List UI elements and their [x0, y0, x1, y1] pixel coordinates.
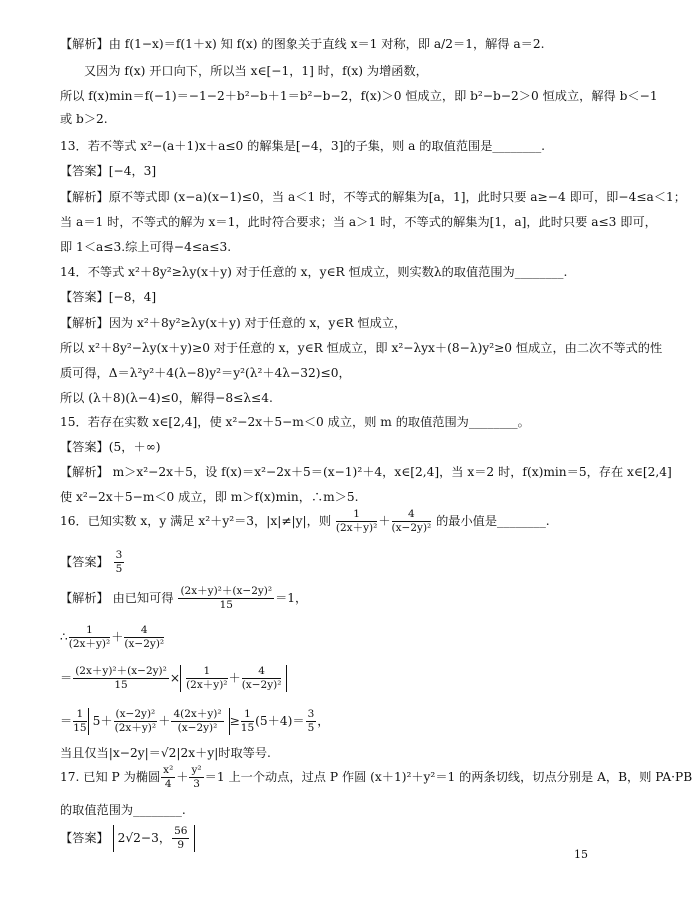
fraction: $\frac{4}{\text{(x−2y)²}}$ [391, 508, 432, 534]
fraction: $\frac{1}{15}$ [73, 708, 87, 734]
fraction: $\frac{1}{\text{(2x＋y)²}}$ [68, 624, 111, 650]
line-analysis-min: 所以 f(x)min＝f(−1)＝−1−2＋b²−b＋1＝b²−b−2，f(x)＞0 恒成立，即 b²−b−2＞0 恒成立，解得 b＜−1 [60, 89, 658, 103]
fraction: $\frac{\text{(2x＋y)²＋(x−2y)²}}{15}$ [180, 585, 273, 611]
analysis-13-line1: 【解析】原不等式即 (x−a)(x−1)≤0，当 a＜1 时，不等式的解集为[a，1]，此时只要 a≥−4 即可，即−4≤a＜1； [60, 190, 686, 204]
fraction: $\frac{4}{\text{(x−2y)²}}$ [124, 624, 165, 650]
answer-label: 【答案】 [60, 831, 109, 845]
question-16-text: 16．已知实数 x，y 满足 x²＋y²＝3，|x|≠|y|，则 [60, 514, 332, 528]
answer-17 [60, 825, 195, 852]
answer-16 [60, 549, 125, 576]
analysis-16-equality: 当且仅当|x−2y|＝√2|2x＋y|时取等号. [60, 746, 271, 760]
analysis-14-line1: 【解析】因为 x²＋8y²≥λy(x＋y) 对于任意的 x，y∈R 恒成立， [60, 316, 407, 330]
question-16-tail: 的最小值是________. [436, 514, 550, 528]
analysis-16-therefore: ∴ $\frac{1}{\text{(2x＋y)²}}$ ＋ $\frac{4}{\text{(x−2y)²}}$ [60, 624, 165, 650]
analysis-16-step2: ＝ $\frac{\text{(2x＋y)²＋(x−2y)²}}{15}$ × $\frac{1}{\text{(2x＋y)²}}$ ＋ $\frac{4}{\text{(x−2y)²}}$ [60, 665, 287, 692]
analysis-13-line3: 即 1＜a≤3.综上可得−4≤a≤3. [60, 240, 232, 254]
fraction: $\frac{1}{\text{(2x＋y)²}}$ [186, 665, 228, 691]
analysis-15-line1: 【解析】 m＞x²−2x＋5，设 f(x)＝x²−2x＋5＝(x−1)²＋4，x∈[2,4]，当 x＝2 时，f(x)min＝5，存在 x∈[2,4] [60, 465, 672, 479]
analysis-15-line2: 使 x²−2x＋5−m＜0 成立，即 m＞f(x)min，∴m＞5. [60, 490, 359, 504]
fraction: $\frac{\text{x²}}{4}$ [163, 764, 174, 790]
analysis-14-line4: 所以 (λ＋8)(λ−4)≤0，解得−8≤λ≤4. [60, 391, 273, 405]
question-13: 13．若不等式 x²−(a＋1)x＋a≤0 的解集是[−4，3]的子集，则 a 的取值范围是________. [60, 139, 546, 153]
answer-13: 【答案】[−4，3] [60, 164, 157, 178]
fraction: $\frac{1}{\text{(2x＋y)²}}$ [335, 508, 378, 534]
question-17: 17. 已知 P 为椭圆 $\frac{\text{x²}}{4}$ ＋ $\frac{\text{y²}}{3}$ ＝1 上一个动点，过点 P 作圆 (x＋1)²＋y²＝1 的两条切线，切点分别是 A，B，则 PA·PB [60, 764, 692, 790]
answer-15: 【答案】(5，＋∞) [60, 440, 161, 454]
fraction: $\frac{\text{(x−2y)²}}{\text{(2x＋y)²}}$ [114, 708, 157, 734]
fraction: $\frac{4}{\text{(x−2y)²}}$ [241, 665, 282, 691]
bracket-group: 5＋ $\frac{\text{(x−2y)²}}{\text{(2x＋y)²}}$ ＋ $\frac{\text{4(2x＋y)²}}{\text{(x−2y)²}}$ [88, 708, 230, 735]
question-15: 15．若存在实数 x∈[2,4]，使 x²−2x＋5−m＜0 成立，则 m 的取值范围为________。 [60, 415, 530, 429]
fraction: $\frac{56}{9}$ [174, 825, 188, 851]
line-analysis-fx: 又因为 f(x) 开口向下，所以当 x∈[−1，1] 时，f(x) 为增函数， [84, 64, 428, 78]
bracket-group: $\frac{1}{\text{(2x＋y)²}}$ ＋ $\frac{4}{\text{(x−2y)²}}$ [180, 665, 287, 692]
answer-16-fraction: $\frac{3}{5}$ [115, 549, 123, 575]
question-14: 14．不等式 x²＋8y²≥λy(x＋y) 对于任意的 x，y∈R 恒成立，则实数λ的取值范围为________. [60, 265, 568, 279]
fraction: $\frac{3}{5}$ [307, 708, 315, 734]
analysis-16-step3: ＝ $\frac{1}{15}$ 5＋ $\frac{\text{(x−2y)²}}{\text{(2x＋y)²}}$ ＋ $\frac{\text{4(2x＋y)²}}{\text{(x−2y)²}}$ ≥ $\frac{1}{15}$ (5＋4)＝ $\frac{3}{5}$ ， [60, 708, 330, 734]
analysis-13-line2: 当 a＝1 时，不等式的解为 x＝1，此时符合要求；当 a＞1 时，不等式的解集为[1，a]，此时只要 a≤3 即可， [60, 215, 657, 229]
answer-label: 【答案】 [60, 555, 109, 569]
therefore-symbol: ∴ [60, 630, 68, 644]
answer-14: 【答案】[−8，4] [60, 290, 157, 304]
question-16: 16．已知实数 x，y 满足 x²＋y²＝3，|x|≠|y|，则 $\frac{1}{\text{(2x＋y)²}}$ ＋ $\frac{4}{\text{(x−2y)²}}$ 的最小值是________. [60, 508, 550, 534]
analysis-14-line2: 所以 x²＋8y²−λy(x＋y)≥0 对于任意的 x，y∈R 恒成立，即 x²−λyx＋(8−λ)y²≥0 恒成立，由二次不等式的性 [60, 341, 663, 355]
question-17-line2: 的取值范围为________. [60, 803, 186, 817]
analysis-16-line1: 【解析】 由已知可得 $\frac{\text{(2x＋y)²＋(x−2y)²}}{15}$ ＝1， [60, 585, 308, 611]
page-number: 15 [574, 848, 588, 861]
analysis-14-line3: 质可得，Δ＝λ²y²＋4(λ−8)y²＝y²(λ²＋4λ−32)≤0， [60, 366, 351, 380]
line-analysis-a: 【解析】由 f(1−x)＝f(1＋x) 知 f(x) 的图象关于直线 x＝1 对称，即 a/2＝1，解得 a＝2. [60, 37, 545, 51]
fraction: $\frac{1}{15}$ [240, 708, 255, 734]
line-analysis-b: 或 b＞2. [60, 112, 108, 126]
fraction: $\frac{\text{(2x＋y)²＋(x−2y)²}}{15}$ [75, 665, 167, 691]
fraction: $\frac{\text{y²}}{3}$ [191, 764, 202, 790]
fraction: $\frac{\text{4(2x＋y)²}}{\text{(x−2y)²}}$ [173, 708, 222, 734]
answer-17-interval: 2√2−3， $\frac{56}{9}$ [113, 825, 196, 852]
